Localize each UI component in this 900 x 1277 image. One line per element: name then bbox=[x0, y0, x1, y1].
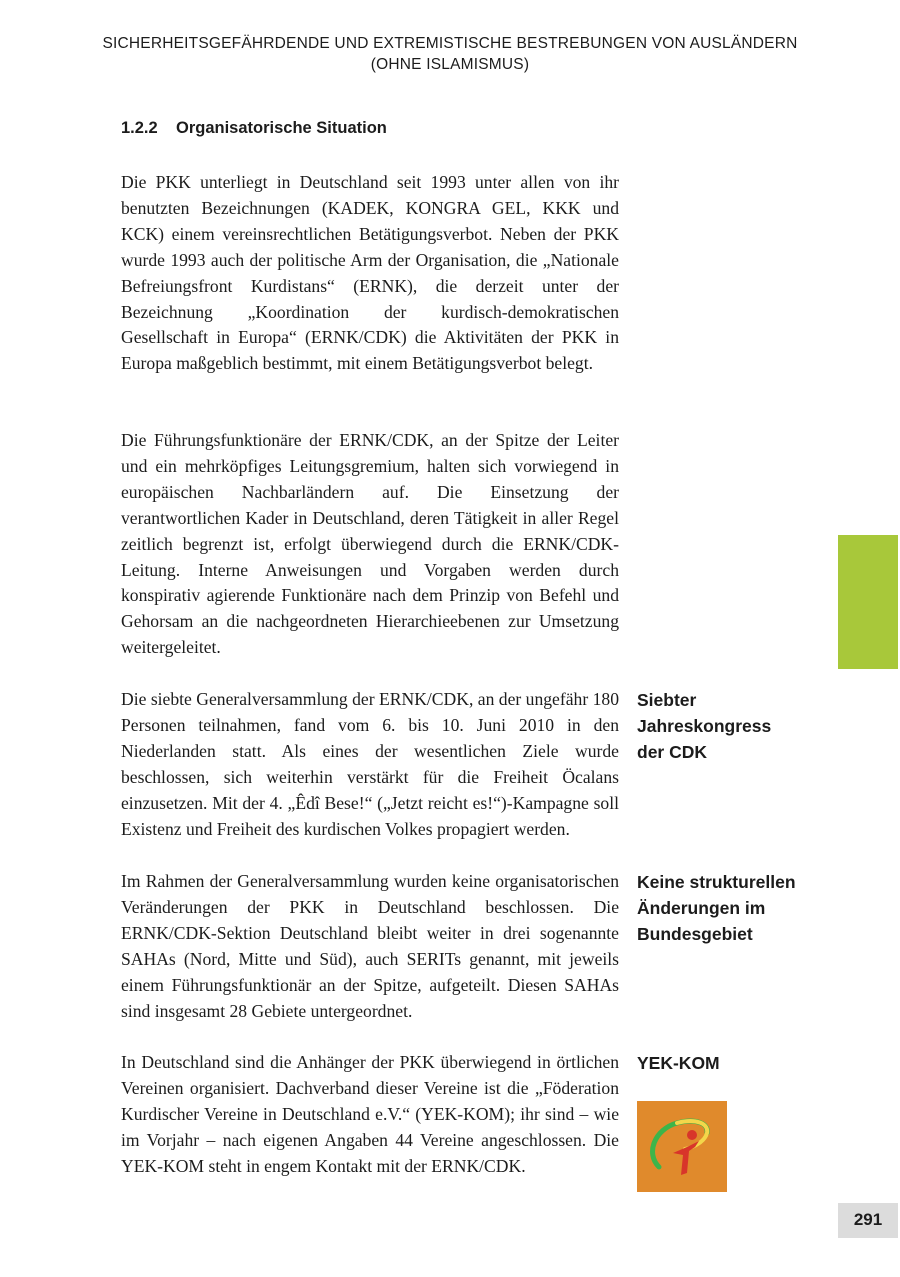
margin-note-no-changes: Keine strukturellen Änderungen im Bundesgebiet bbox=[637, 872, 796, 944]
yek-kom-logo-icon bbox=[637, 1101, 727, 1192]
running-header-line-2: (OHNE ISLAMISMUS) bbox=[370, 56, 530, 73]
page-number: 291 bbox=[838, 1203, 898, 1238]
paragraph-leadership: Die Führungsfunktionäre der ERNK/CDK, an der Spitze der Leiter und ein mehrköpfiges Leitungsgremium, halten sich vorwiegend in europäischen Nachbarländern auf. Die Einsetzung der verantwortlichen Kader in Deutschland, deren Tätigkeit in aller Regel zeitlich begrenzt ist, erfolgt überwiegend durch die ERNK/CDK-Leitung. Interne Anweisungen und Vorgaben werden durch konspirativ agierende Funktionäre nach dem Prinzip von Befehl und Gehorsam an die nachgeordneten Hierarchieebenen zur Umsetzung weitergeleitet. bbox=[121, 430, 619, 658]
margin-note-yek-kom: YEK-KOM bbox=[637, 1053, 720, 1073]
margin-note-congress: Siebter Jahreskongress der CDK bbox=[637, 690, 772, 762]
paragraph-yek-kom: In Deutschland sind die Anhänger der PKK überwiegend in örtlichen Vereinen organisiert. Dachverband dieser Vereine ist die „Föderation Kurdischer Vereine in Deutschland e.V.“ (YEK-KOM); ihr sind – wie im Vorjahr – nach eigenen Angaben 44 Vereine angeschlossen. Die YEK-KOM steht in engem Kontakt mit der ERNK/CDK. bbox=[121, 1052, 619, 1176]
section-heading bbox=[121, 119, 387, 138]
section-title: Organisatorische Situation bbox=[176, 119, 387, 137]
chapter-tab bbox=[838, 535, 898, 669]
paragraph-structure: Im Rahmen der Generalversammlung wurden keine organisatorischen Veränderungen der PKK in Deutschland beschlossen. Die ERNK/CDK-Sektion Deutschland bleibt weiter in drei sogenannte SAHAs (Nord, Mitte und Süd), auch SERITs genannt, mit jeweils einem Führungsfunktionär an der Spitze, aufgeteilt. Diesen SAHAs sind insgesamt 28 Gebiete untergeordnet. bbox=[121, 871, 619, 1021]
paragraph-pkk-ban: Die PKK unterliegt in Deutschland seit 1993 unter allen von ihr benutzten Bezeichnungen (KADEK, KONGRA GEL, KKK und KCK) einem vereinsrechtlichen Betätigungsverbot. Neben der PKK wurde 1993 auch der politische Arm der Organisation, die „Nationale Befreiungsfront Kurdistans“ (ERNK), die derzeit unter der Bezeichnung „Koordination der kurdisch-demokratischen Gesellschaft in Europa“ (ERNK/CDK) die Aktivitäten der PKK in Europa maßgeblich bestimmt, mit einem Betätigungsverbot belegt. bbox=[121, 172, 619, 374]
running-header-line-1: SICHERHEITSGEFÄHRDENDE UND EXTREMISTISCHE BESTREBUNGEN VON AUSLÄNDERN bbox=[102, 35, 798, 52]
paragraph-general-assembly: Die siebte Generalversammlung der ERNK/CDK, an der ungefähr 180 Personen teilnahmen, fand vom 6. bis 10. Juni 2010 in den Niederlanden statt. Als eines der wesentlichen Ziele wurde beschlossen, sich weiterhin verstärkt für die Freiheit Öcalans einzusetzen. Mit der 4. „Êdî Bese!“ („Jetzt reicht es!“)-Kampagne soll Existenz und Freiheit des kurdischen Volkes propagiert werden. bbox=[121, 689, 619, 839]
section-number: 1.2.2 bbox=[121, 119, 158, 137]
running-header bbox=[0, 33, 900, 75]
